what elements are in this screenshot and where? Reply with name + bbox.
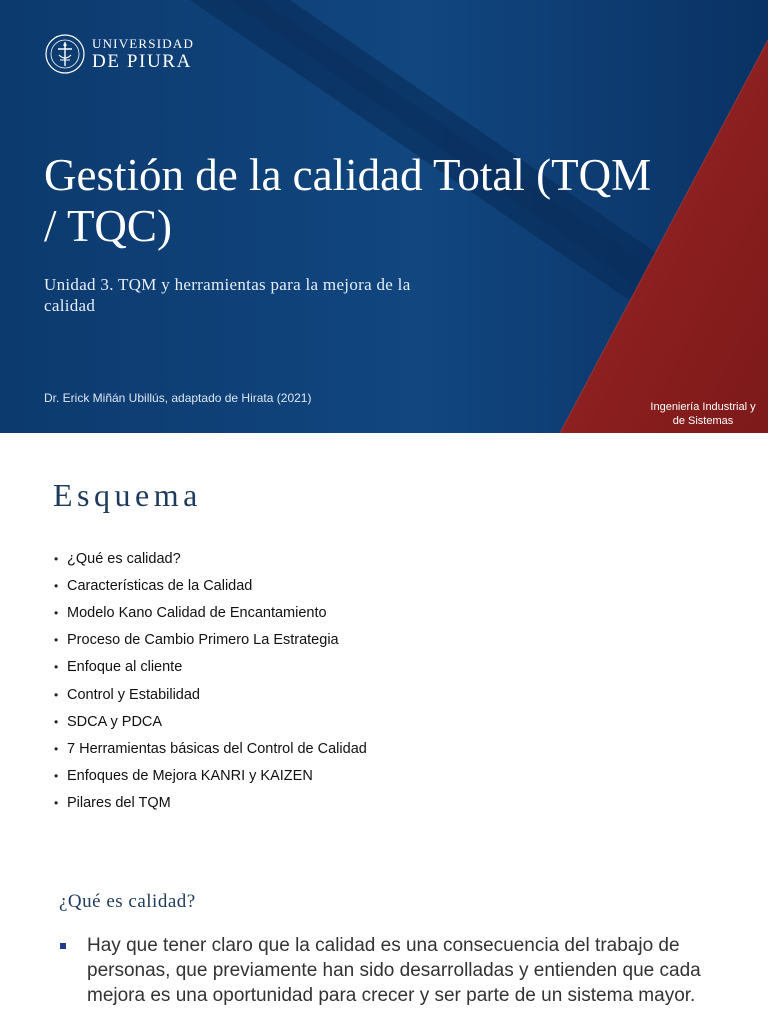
presentation-subtitle: Unidad 3. TQM y herramientas para la mejora de la calidad: [44, 275, 411, 315]
list-item-label: Pilares del TQM: [67, 795, 171, 812]
list-item: [54, 627, 367, 654]
author-credit: Dr. Erick Miñán Ubillús, adaptado de Hirata (2021): [44, 391, 312, 405]
list-item-label: Proceso de Cambio Primero La Estrategia: [67, 632, 339, 649]
logo-line-1: UNIVERSIDAD: [92, 36, 195, 51]
title-slide: [0, 0, 768, 433]
list-item-label: Enfoques de Mejora KANRI y KAIZEN: [67, 768, 313, 785]
outline-list: [54, 545, 367, 817]
list-item-label: SDCA y PDCA: [67, 713, 163, 730]
list-item-label: Control y Estabilidad: [67, 686, 200, 703]
list-item: [54, 545, 367, 572]
presentation-title: Gestión de la calidad Total (TQM / TQC): [44, 150, 652, 251]
bullet-icon: •: [54, 551, 59, 566]
list-item: [54, 708, 367, 735]
bullet-icon: •: [54, 660, 59, 675]
bullet-icon: •: [54, 633, 59, 648]
paragraph-block: [60, 933, 710, 1008]
list-item-label: Modelo Kano Calidad de Encantamiento: [67, 604, 327, 621]
list-item-label: Enfoque al cliente: [67, 659, 183, 676]
university-logo: [44, 33, 194, 75]
bullet-icon: •: [54, 687, 59, 702]
list-item: [54, 763, 367, 790]
list-item: [54, 735, 367, 762]
outline-title: Esquema: [53, 477, 202, 513]
university-seal-icon: [44, 33, 86, 75]
bullet-icon: •: [54, 714, 59, 729]
list-item: [54, 599, 367, 626]
department-label: Ingeniería Industrial y de Sistemas: [650, 401, 756, 427]
outline-slide: [0, 433, 768, 1024]
list-item-label: ¿Qué es calidad?: [67, 550, 181, 567]
list-item: [54, 654, 367, 681]
list-item-label: Características de la Calidad: [67, 577, 253, 594]
list-item: [54, 790, 367, 817]
bullet-icon: •: [54, 796, 59, 811]
logo-line-2: DE PIURA: [92, 51, 192, 72]
square-bullet-icon: [60, 943, 66, 949]
list-item: [54, 572, 367, 599]
bullet-icon: •: [54, 605, 59, 620]
list-item-label: 7 Herramientas básicas del Control de Calidad: [67, 740, 367, 757]
list-item: [54, 681, 367, 708]
bullet-icon: •: [54, 769, 59, 784]
bullet-icon: •: [54, 578, 59, 593]
body-paragraph: Hay que tener claro que la calidad es una consecuencia del trabajo de personas, que previamente han sido desarrolladas y entienden que cada mejora es una oportunidad para crecer y ser parte de un sistema mayor.: [87, 935, 701, 1006]
section-heading: ¿Qué es calidad?: [59, 891, 196, 912]
bullet-icon: •: [54, 741, 59, 756]
